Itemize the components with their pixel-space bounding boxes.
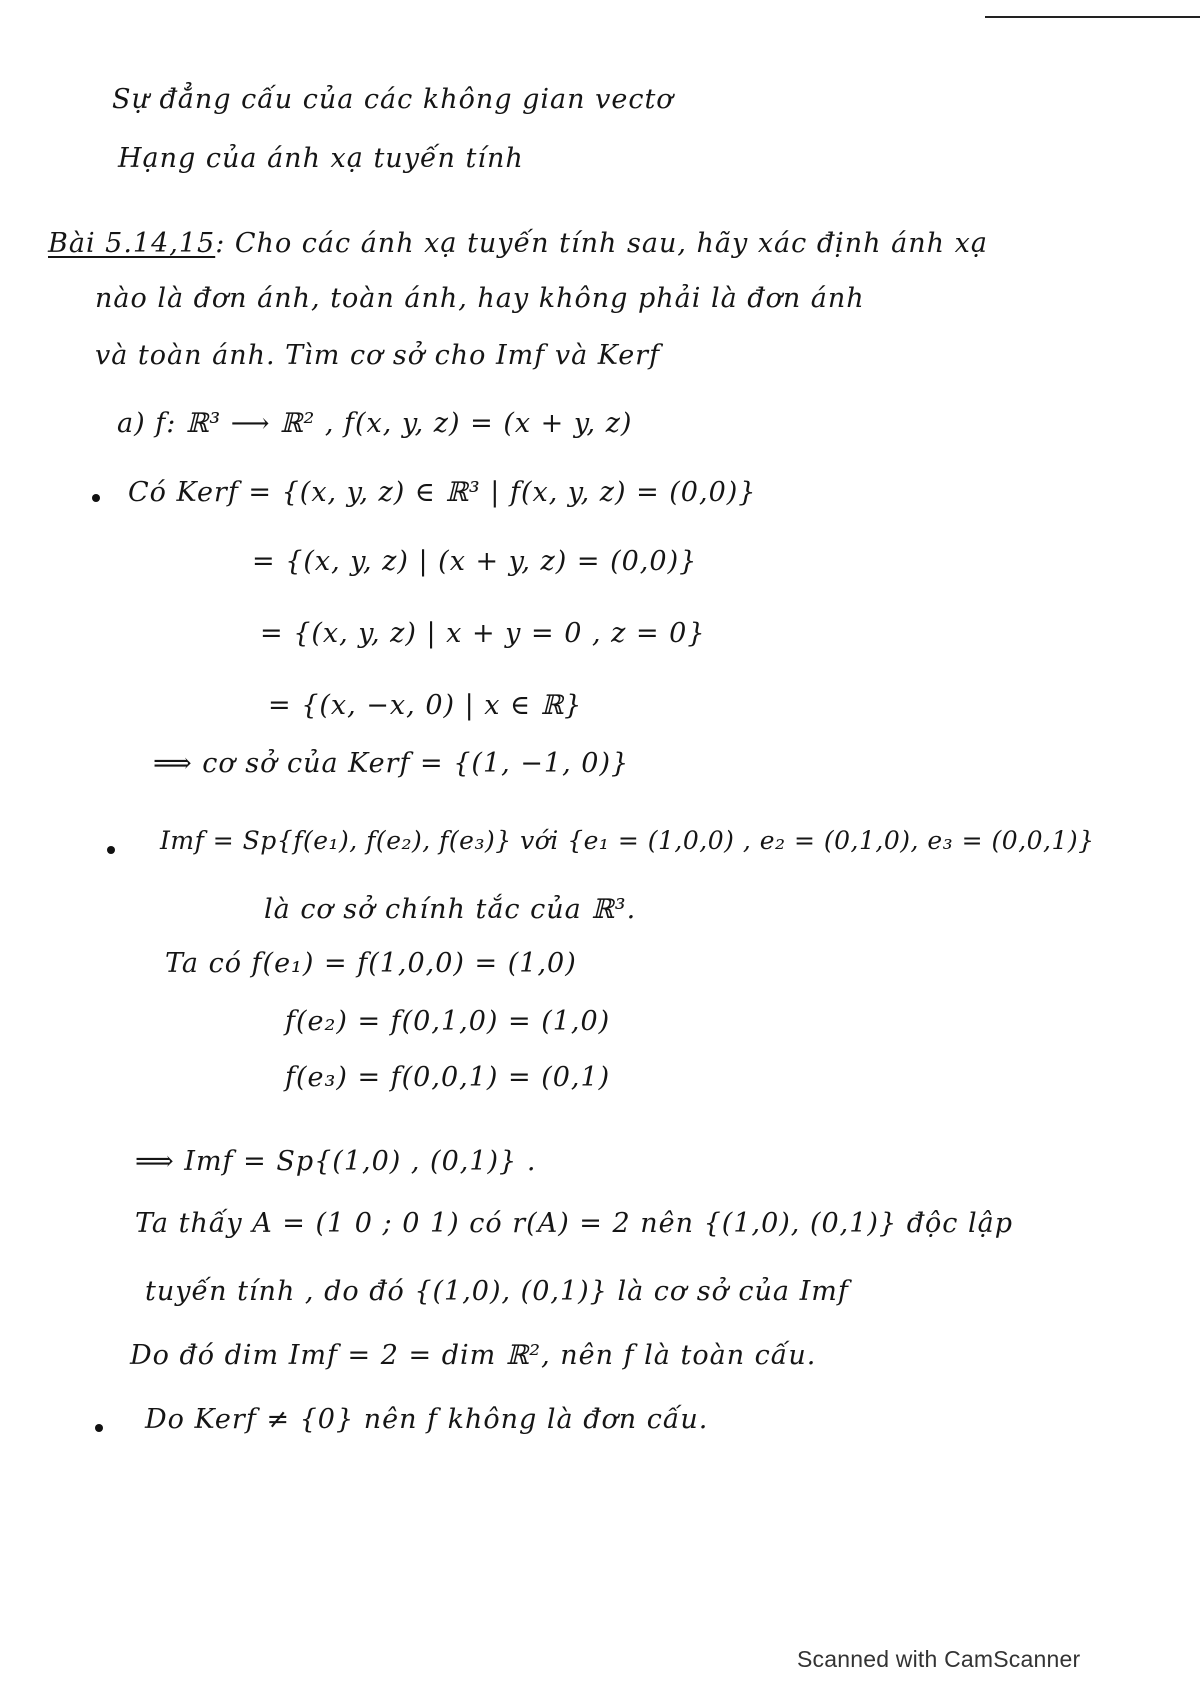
heading-line-2: Hạng của ánh xạ tuyến tính <box>118 143 524 174</box>
scanner-watermark: Scanned with CamScanner <box>797 1646 1081 1672</box>
heading-line-1: Sự đẳng cấu của các không gian vectơ <box>112 84 674 115</box>
bullet-kernel <box>92 494 100 502</box>
problem-label: Bài 5.14,15 <box>48 228 216 259</box>
image-rank-line: Ta thấy A = (1 0 ; 0 1) có r(A) = 2 nên {(1,0), (0,1)} độc lập <box>135 1208 1013 1239</box>
part-a-definition: a) f: ℝ³ ⟶ ℝ² , f(x, y, z) = (x + y, z) <box>117 408 633 439</box>
problem-statement-1: : Cho các ánh xạ tuyến tính sau, hãy xác định ánh xạ <box>215 228 988 259</box>
image-dimension-line: Do đó dim Imf = 2 = dim ℝ², nên f là toàn cấu. <box>130 1340 817 1371</box>
problem-statement-line-1 <box>48 228 988 259</box>
problem-statement-line-3: và toàn ánh. Tìm cơ sở cho Imf và Kerf <box>95 340 661 371</box>
image-f-e3: f(e₃) = f(0,0,1) = (0,1) <box>285 1062 611 1093</box>
image-f-e1: Ta có f(e₁) = f(1,0,0) = (1,0) <box>165 948 577 979</box>
bullet-image <box>107 846 115 854</box>
final-statement: Do Kerf ≠ {0} nên f không là đơn cấu. <box>145 1404 709 1435</box>
image-canonical-basis: là cơ sở chính tắc của ℝ³. <box>264 894 637 925</box>
top-edge-rule <box>985 16 1200 18</box>
problem-statement-line-2: nào là đơn ánh, toàn ánh, hay không phải là đơn ánh <box>95 283 865 314</box>
image-conclusion: ⟹ Imf = Sp{(1,0) , (0,1)} . <box>135 1146 537 1177</box>
kernel-step-2: = {(x, y, z) | (x + y, z) = (0,0)} <box>252 546 698 577</box>
kernel-step-1: Có Kerf = {(x, y, z) ∈ ℝ³ | f(x, y, z) = (0,0)} <box>128 477 757 508</box>
kernel-basis: ⟹ cơ sở của Kerf = {(1, −1, 0)} <box>153 748 630 779</box>
bullet-final <box>95 1424 103 1432</box>
image-span: Imf = Sp{f(e₁), f(e₂), f(e₃)} với {e₁ = (1,0,0) , e₂ = (0,1,0), e₃ = (0,0,1)} <box>160 826 1095 855</box>
kernel-step-4: = {(x, −x, 0) | x ∈ ℝ} <box>268 690 583 721</box>
kernel-step-3: = {(x, y, z) | x + y = 0 , z = 0} <box>260 618 706 649</box>
image-independent-line: tuyến tính , do đó {(1,0), (0,1)} là cơ sở của Imf <box>145 1276 849 1307</box>
image-f-e2: f(e₂) = f(0,1,0) = (1,0) <box>285 1006 611 1037</box>
